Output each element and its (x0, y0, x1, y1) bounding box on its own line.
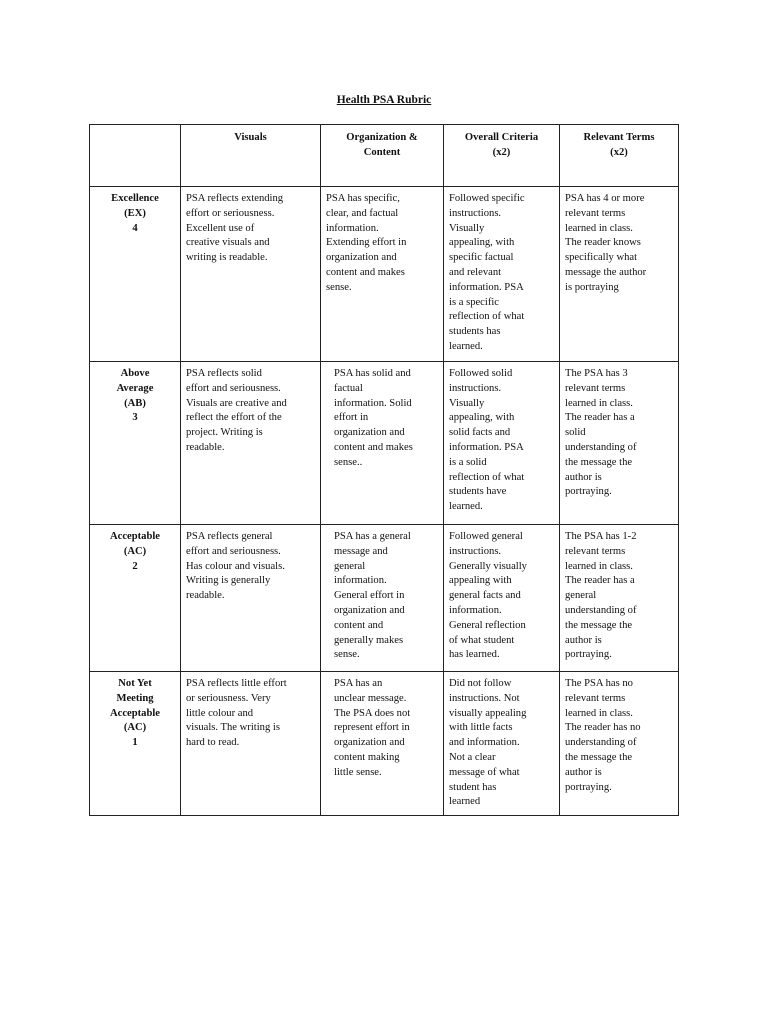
header-relevant-terms: Relevant Terms (x2) (560, 125, 679, 187)
organization-cell: PSA has solid and factual information. Solid effort in organization and content and makes sense.. (321, 362, 444, 525)
header-corner-cell (90, 125, 181, 187)
header-row (90, 125, 679, 187)
header-organization-content: Organization & Content (321, 125, 444, 187)
rubric-table (89, 124, 679, 816)
rubric-row-not-yet-meeting (90, 672, 679, 816)
overall-criteria-cell: Followed general instructions. Generally visually appealing with general facts and information. General reflection of what student has learned. (444, 525, 560, 672)
rubric-row-acceptable (90, 525, 679, 672)
level-cell: Above Average (AB) 3 (90, 362, 181, 525)
overall-criteria-cell: Followed specific instructions. Visually appealing, with specific factual and relevant information. PSA is a specific reflection of what students has learned. (444, 187, 560, 362)
visuals-cell: PSA reflects general effort and seriousness. Has colour and visuals. Writing is generally readable. (181, 525, 321, 672)
rubric-row-above-average (90, 362, 679, 525)
relevant-terms-cell: The PSA has 1-2 relevant terms learned in class. The reader has a general understanding of the message the author is portraying. (560, 525, 679, 672)
document-title: Health PSA Rubric (336, 94, 432, 106)
header-overall-criteria: Overall Criteria (x2) (444, 125, 560, 187)
overall-criteria-cell: Followed solid instructions. Visually appealing, with solid facts and information. PSA is a solid reflection of what students have learned. (444, 362, 560, 525)
level-cell: Acceptable (AC) 2 (90, 525, 181, 672)
visuals-cell: PSA reflects little effort or seriousness. Very little colour and visuals. The writing is hard to read. (181, 672, 321, 816)
rubric-row-excellence (90, 187, 679, 362)
organization-cell: PSA has an unclear message. The PSA does not represent effort in organization and content making little sense. (321, 672, 444, 816)
visuals-cell: PSA reflects solid effort and seriousness. Visuals are creative and reflect the effort of the project. Writing is readable. (181, 362, 321, 525)
organization-cell: PSA has specific, clear, and factual information. Extending effort in organization and content and makes sense. (321, 187, 444, 362)
relevant-terms-cell: PSA has 4 or more relevant terms learned in class. The reader knows specifically what message the author is portraying (560, 187, 679, 362)
level-cell: Not Yet Meeting Acceptable (AC) 1 (90, 672, 181, 816)
relevant-terms-cell: The PSA has 3 relevant terms learned in class. The reader has a solid understanding of the message the author is portraying. (560, 362, 679, 525)
relevant-terms-cell: The PSA has no relevant terms learned in class. The reader has no understanding of the message the author is portraying. (560, 672, 679, 816)
overall-criteria-cell: Did not follow instructions. Not visually appealing with little facts and information. Not a clear message of what student has learned (444, 672, 560, 816)
visuals-cell: PSA reflects extending effort or seriousness. Excellent use of creative visuals and writing is readable. (181, 187, 321, 362)
header-visuals: Visuals (181, 125, 321, 187)
organization-cell: PSA has a general message and general information. General effort in organization and content and generally makes sense. (321, 525, 444, 672)
level-cell: Excellence (EX) 4 (90, 187, 181, 362)
